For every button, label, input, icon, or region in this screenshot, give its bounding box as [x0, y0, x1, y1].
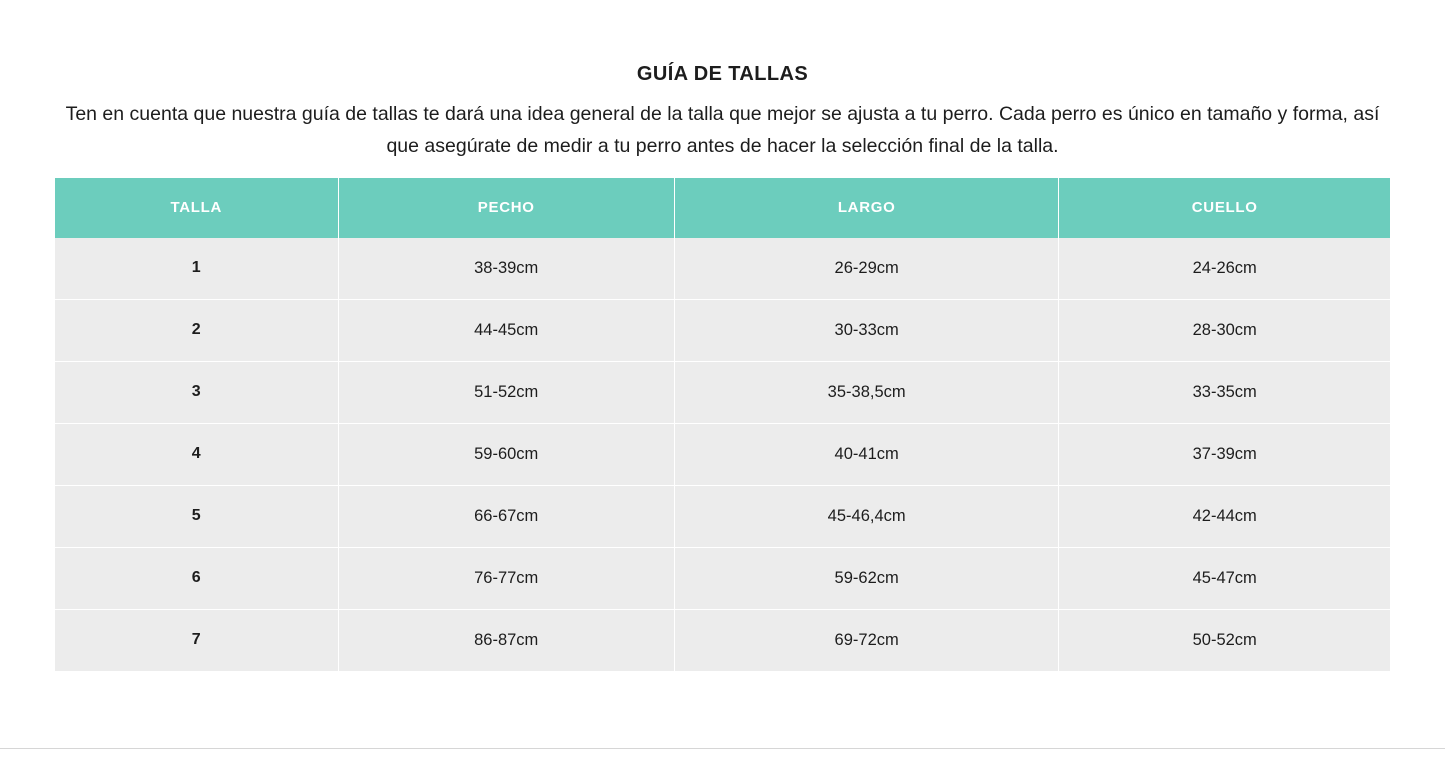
page-bottom-divider: [0, 748, 1445, 749]
cell-pecho: 76-77cm: [338, 547, 674, 609]
cell-pecho: 59-60cm: [338, 423, 674, 485]
cell-largo: 59-62cm: [674, 547, 1058, 609]
cell-cuello: 37-39cm: [1059, 423, 1390, 485]
size-chart-table: [55, 178, 1390, 671]
column-header-pecho: PECHO: [338, 178, 674, 238]
table-row: [55, 609, 1390, 671]
column-header-largo: LARGO: [674, 178, 1058, 238]
cell-largo: 40-41cm: [674, 423, 1058, 485]
cell-cuello: 42-44cm: [1059, 485, 1390, 547]
table-row: [55, 547, 1390, 609]
table-row: [55, 238, 1390, 300]
cell-largo: 30-33cm: [674, 299, 1058, 361]
cell-pecho: 86-87cm: [338, 609, 674, 671]
cell-talla: 5: [55, 485, 338, 547]
table-row: [55, 299, 1390, 361]
cell-talla: 1: [55, 238, 338, 300]
size-guide-content: [0, 62, 1445, 671]
column-header-cuello: CUELLO: [1059, 178, 1390, 238]
cell-cuello: 28-30cm: [1059, 299, 1390, 361]
cell-pecho: 66-67cm: [338, 485, 674, 547]
cell-pecho: 51-52cm: [338, 361, 674, 423]
table-header: [55, 178, 1390, 238]
table-header-row: [55, 178, 1390, 238]
page-title: GUÍA DE TALLAS: [636, 63, 809, 85]
cell-cuello: 24-26cm: [1059, 238, 1390, 300]
table-row: [55, 361, 1390, 423]
cell-pecho: 44-45cm: [338, 299, 674, 361]
size-guide-page: [0, 62, 1445, 757]
table-row: [55, 485, 1390, 547]
cell-largo: 45-46,4cm: [674, 485, 1058, 547]
cell-largo: 69-72cm: [674, 609, 1058, 671]
cell-talla: 4: [55, 423, 338, 485]
table-body: [55, 238, 1390, 671]
cell-largo: 26-29cm: [674, 238, 1058, 300]
column-header-talla: TALLA: [55, 178, 338, 238]
cell-talla: 7: [55, 609, 338, 671]
cell-cuello: 45-47cm: [1059, 547, 1390, 609]
table-row: [55, 423, 1390, 485]
cell-pecho: 38-39cm: [338, 238, 674, 300]
cell-cuello: 33-35cm: [1059, 361, 1390, 423]
cell-largo: 35-38,5cm: [674, 361, 1058, 423]
cell-talla: 3: [55, 361, 338, 423]
cell-talla: 2: [55, 299, 338, 361]
cell-talla: 6: [55, 547, 338, 609]
cell-cuello: 50-52cm: [1059, 609, 1390, 671]
intro-paragraph: Ten en cuenta que nuestra guía de tallas te dará una idea general de la talla que mejor se ajusta a tu perro. Cada perro es único en tamaño y forma, así que asegúrate de medir a tu perro antes de hacer la selección final de la talla.: [65, 103, 1380, 158]
